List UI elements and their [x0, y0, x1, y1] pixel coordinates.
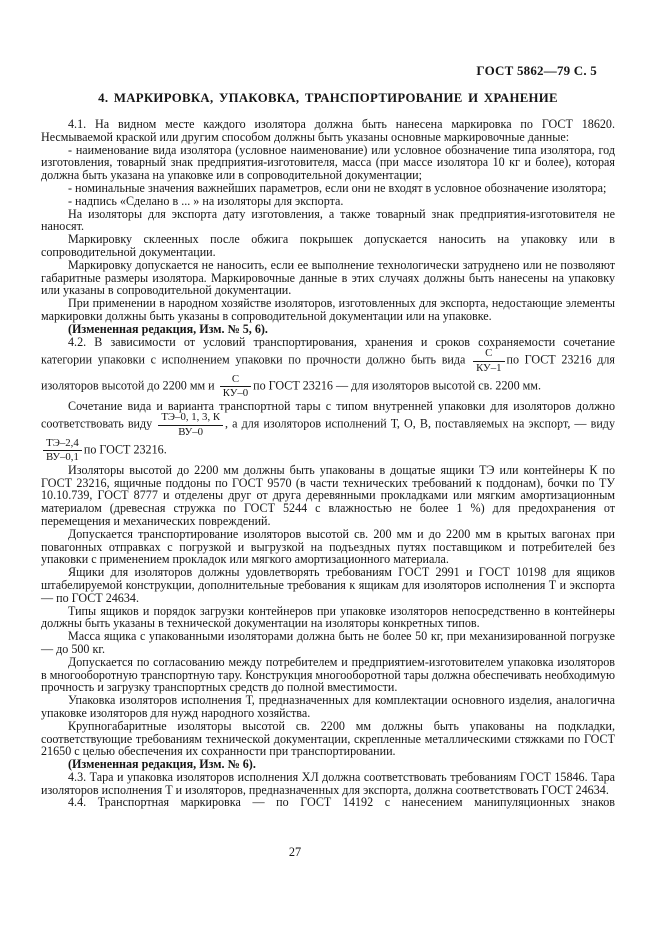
fraction-denominator: КУ–0: [222, 387, 249, 400]
text-run: Сочетание вида и варианта транспортной тары с типом внутренней упаковки для изоляторов должно соответствовать виду: [41, 398, 615, 432]
text-run: Маркировку склеенных после обжига покрышек допускается наносить на упаковку или в сопроводительной документации.: [41, 232, 615, 259]
text-run: (Измененная редакция, Изм. № 6).: [68, 757, 256, 772]
paragraph: [41, 771, 615, 797]
fraction-numerator: С: [220, 374, 251, 387]
text-run: Масса ящика с упакованными изоляторами должна быть не более 50 кг, при механизированной погрузке — до 500 кг.: [41, 629, 615, 656]
fraction: [220, 374, 251, 400]
text-run: по ГОСТ 23216 для изоляторов высотой до 2200 мм и: [41, 352, 615, 393]
text-run: Маркировку допускается не наносить, если ее выполнение технологически затруднено или не позволяют габаритные размеры изолятора. Маркировочные данные в этих случаях должны быть нанесены на упаковку или указаны в сопроводительной документации.: [41, 257, 615, 298]
fraction-numerator: С: [473, 348, 504, 361]
text-run: Крупногабаритные изоляторы высотой св. 2200 мм должны быть упакованы на подкладки, соответствующие требованиям технической документации, скрепленные металлическими стяжками по ГОСТ 21650 с целью обеспечения их сохранности при транспортировании.: [41, 718, 615, 759]
paragraph: [41, 118, 615, 144]
text-run: Упаковка изоляторов исполнения Т, предназначенных для комплектации основного изделия, аналогична упаковке изоляторов для нужд народного хозяйства.: [41, 693, 615, 720]
paragraph: [41, 566, 615, 604]
fraction-numerator: ТЭ–2,4: [43, 438, 82, 451]
paragraph: [41, 720, 615, 758]
text-run: 4.4. Транспортная маркировка — по ГОСТ 14192 с нанесением манипуляционных знаков: [68, 795, 615, 810]
paragraph: [41, 630, 615, 656]
text-run: Изоляторы высотой до 2200 мм должны быть упакованы в дощатые ящики ТЭ или контейнеры К по ГОСТ 23216, ящичные поддоны по ГОСТ 9570 (в части технических требований к поддонам), бочки по ТУ 10.10.739, ГОСТ 8777 и отделены друг от друга деревянными прокладками или мягким амортизационным материалом (древесная стружка по ГОСТ 5244 с влажностью не более 1 %) для предохранения от перемещения и механических повреждений.: [41, 462, 615, 528]
text-run: - надпись «Сделано в ... » на изоляторы для экспорта.: [68, 193, 344, 208]
paragraph: [41, 233, 615, 259]
text-run: 4.3. Тара и упаковка изоляторов исполнения ХЛ должна соответствовать требованиям ГОСТ 15846. Тара изоляторов исполнения Т и изоляторов, предназначенных для экспорта, должна соответствовать ГОСТ 24634.: [41, 769, 615, 797]
paragraph: [41, 336, 615, 400]
section-title: 4. МАРКИРОВКА, УПАКОВКА, ТРАНСПОРТИРОВАНИЕ И ХРАНЕНИЕ: [98, 91, 558, 105]
paragraph: [41, 464, 615, 528]
text-run: Допускается транспортирование изоляторов высотой св. 200 мм и до 2200 мм в крытых вагонах при повагонных отправках с погрузкой и выгрузкой на подъездных путях поставщиком и потребителей без упаковки с применением прокладок или мягкого амортизационного материала.: [41, 526, 615, 567]
fraction: [158, 412, 223, 438]
text-run: Допускается по согласованию между потребителем и предприятием-изготовителем упаковка изоляторов в многооборотную транспортную тару. Конструкция многооборотной тары должна обеспечивать необходимую прочность и загрузку транспортных средств до полной вместимости.: [41, 654, 615, 695]
text-run: по ГОСТ 23216.: [83, 442, 167, 457]
text-run: , а для изоляторов исполнений Т, О, В, поставляемых на экспорт, — виду: [225, 417, 615, 432]
paragraph: [41, 528, 615, 566]
text-run: Типы ящиков и порядок загрузки контейнеров при упаковке изоляторов непосредственно в контейнеры должны быть указаны в технической документации на изоляторы конкретных типов.: [41, 603, 615, 631]
text-run: Ящики для изоляторов должны удовлетворять требованиям ГОСТ 2991 и ГОСТ 10198 для ящиков штабелируемой конструкции, дополнительные требования к ящикам для изоляторов исполнения Т и экспорта — по ГОСТ 24634.: [41, 565, 615, 605]
text-run: - наименование вида изолятора (условное наименование) или условное обозначение типа изолятора, год изготовления, товарный знак предприятия-изготовителя, масса (при массе изолятора 10 кг и более), которая должна быть указана на упаковке или в сопроводительной документации;: [41, 142, 615, 183]
fraction-denominator: ВУ–0,1: [46, 451, 79, 464]
fraction-denominator: КУ–1: [476, 361, 502, 374]
text-run: (Измененная редакция, Изм. № 5, 6).: [68, 321, 268, 336]
paragraph: [41, 694, 615, 720]
text-run: 4.2. В зависимости от условий транспортирования, хранения и сроков сохраняемости сочетание категории упаковки с исполнением упаковки по прочности должно быть вида: [41, 334, 615, 367]
text-run: При применении в народном хозяйстве изоляторов, изготовленных для экспорта, недостающие элементы маркировки должны быть указаны в сопроводительной документации или на упаковке.: [41, 296, 615, 323]
paragraph: [41, 605, 615, 631]
page-number: 27: [288, 845, 302, 859]
paragraph: [41, 400, 615, 464]
fraction-numerator: ТЭ–0, 1, 3, К: [158, 412, 223, 425]
text-run: На изоляторы для экспорта дату изготовления, а также товарный знак предприятия-изготовителя не наносят.: [41, 206, 615, 234]
fraction: [43, 438, 82, 464]
paragraph: [41, 297, 615, 323]
text-run: по ГОСТ 23216 — для изоляторов высотой св. 2200 мм.: [253, 378, 541, 393]
paragraph: [41, 208, 615, 234]
document-body: [41, 118, 615, 809]
text-run: - номинальные значения важнейших параметров, если они не входят в условное обозначение изолятора;: [68, 180, 607, 195]
text-run: 4.1. На видном месте каждого изолятора должна быть нанесена маркировка по ГОСТ 18620. Несмываемой краской или другим способом должны быть указаны основные маркировочные данные:: [41, 117, 615, 144]
paragraph: [41, 144, 615, 182]
paragraph: [41, 796, 615, 809]
doc-header-reference: ГОСТ 5862—79 С. 5: [476, 63, 597, 78]
paragraph: [41, 656, 615, 694]
fraction-denominator: ВУ–0: [178, 425, 204, 438]
paragraph: [41, 259, 615, 297]
fraction: [473, 348, 504, 374]
